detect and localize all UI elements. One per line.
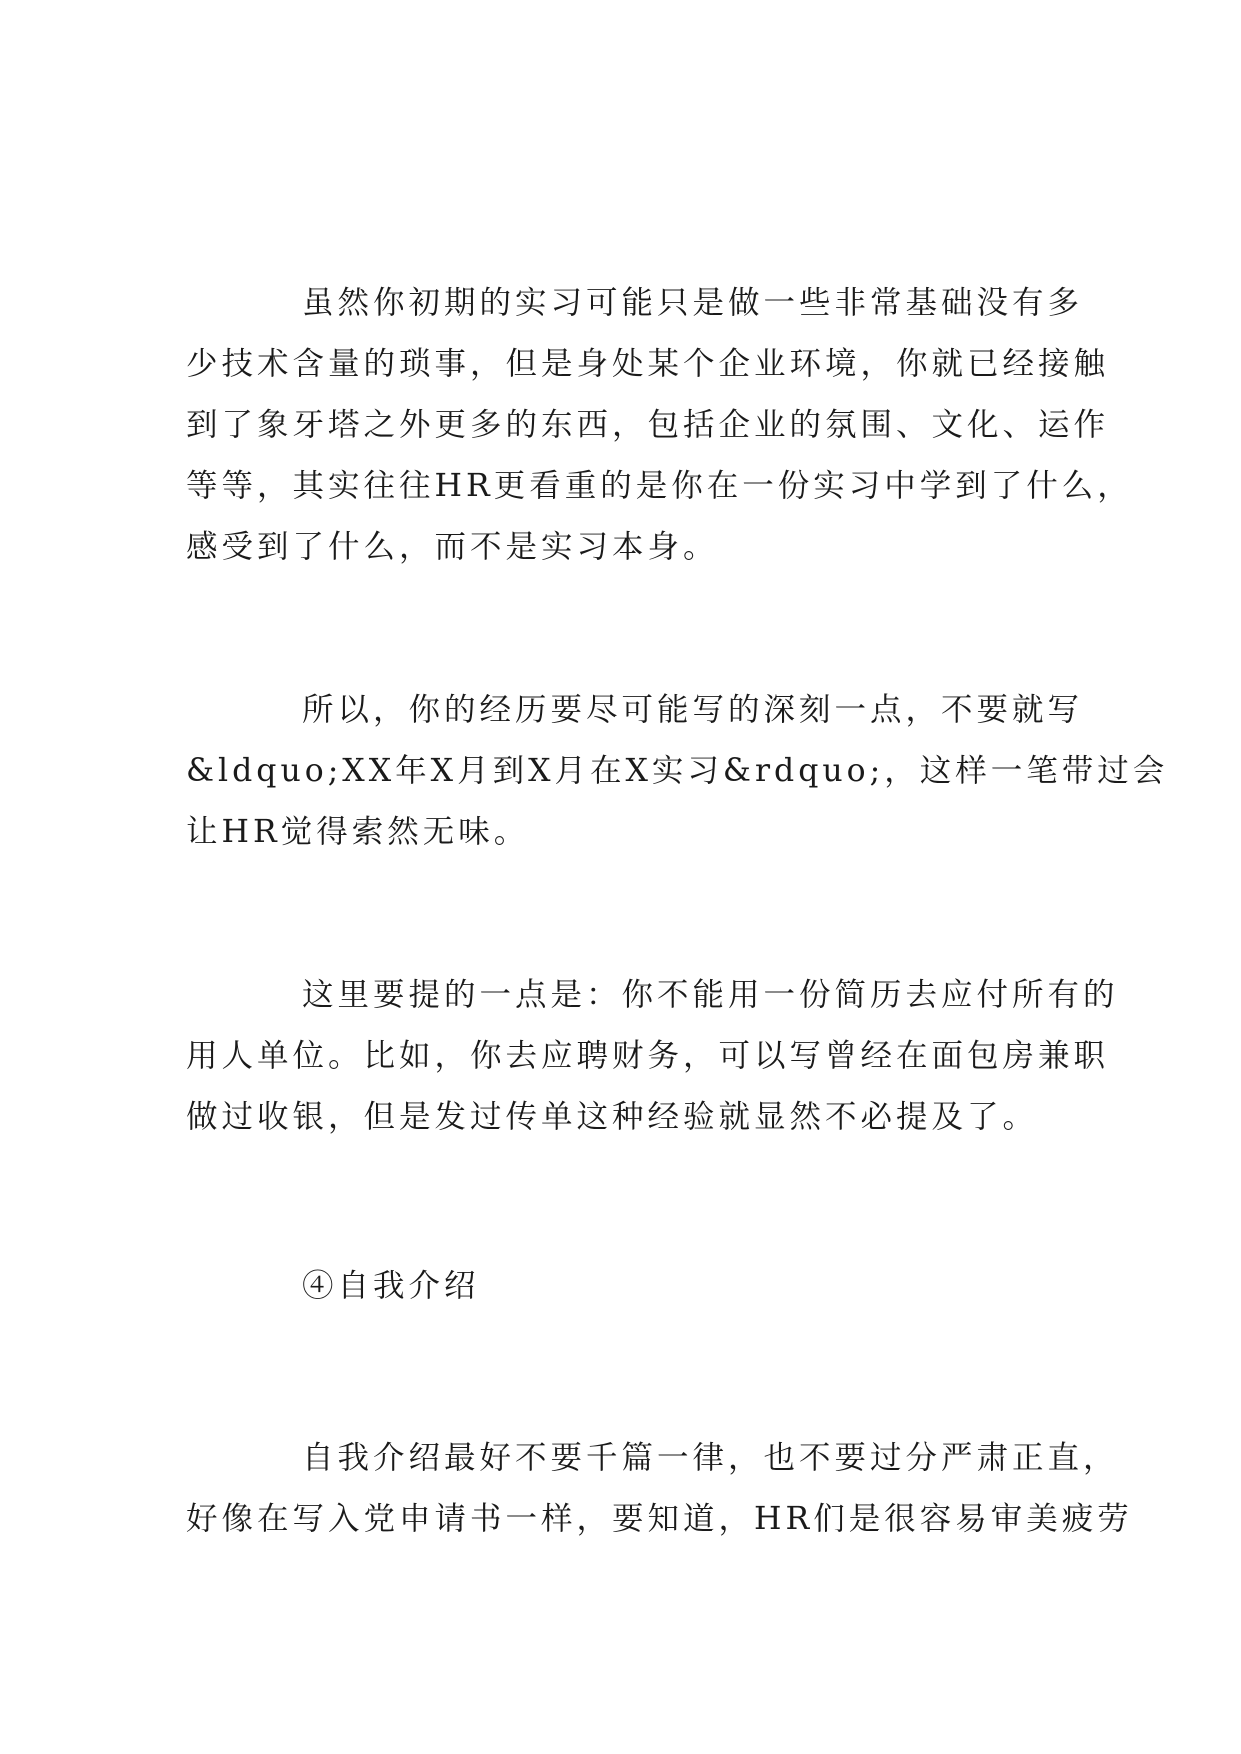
- paragraph-tailor-resume: [186, 965, 1119, 1148]
- paragraph-internship-experience: [186, 273, 1133, 578]
- paragraph-line: 用人单位。比如，你去应聘财务，可以写曾经在面包房兼职: [186, 1038, 1110, 1074]
- paragraph-line: 感受到了什么，而不是实习本身。: [186, 529, 719, 565]
- paragraph-self-introduction: [186, 1428, 1133, 1550]
- paragraph-line: 好像在写入党申请书一样，要知道，HR们是很容易审美疲劳: [186, 1501, 1133, 1537]
- paragraph-line: &ldquo;XX年X月到X月在X实习&rdquo;，这样一笔带过会: [186, 753, 1169, 789]
- heading-text: ④自我介绍: [302, 1268, 480, 1304]
- paragraph-line: 少技术含量的琐事，但是身处某个企业环境，你就已经接触: [186, 346, 1110, 382]
- paragraph-line: 所以，你的经历要尽可能写的深刻一点，不要就写: [302, 692, 1084, 728]
- paragraph-line: 等等，其实往往HR更看重的是你在一份实习中学到了什么，: [186, 468, 1133, 504]
- paragraph-line: 让HR觉得索然无味。: [186, 814, 530, 850]
- section-heading-self-introduction: [302, 1256, 1182, 1317]
- paragraph-line: 到了象牙塔之外更多的东西，包括企业的氛围、文化、运作: [186, 407, 1110, 443]
- paragraph-line: 虽然你初期的实习可能只是做一些非常基础没有多: [302, 285, 1084, 321]
- paragraph-line: 这里要提的一点是：你不能用一份简历去应付所有的: [302, 977, 1119, 1013]
- paragraph-line: 做过收银，但是发过传单这种经验就显然不必提及了。: [186, 1099, 1039, 1135]
- paragraph-write-deeply: [186, 680, 1169, 863]
- paragraph-line: 自我介绍最好不要千篇一律，也不要过分严肃正直，: [302, 1440, 1119, 1476]
